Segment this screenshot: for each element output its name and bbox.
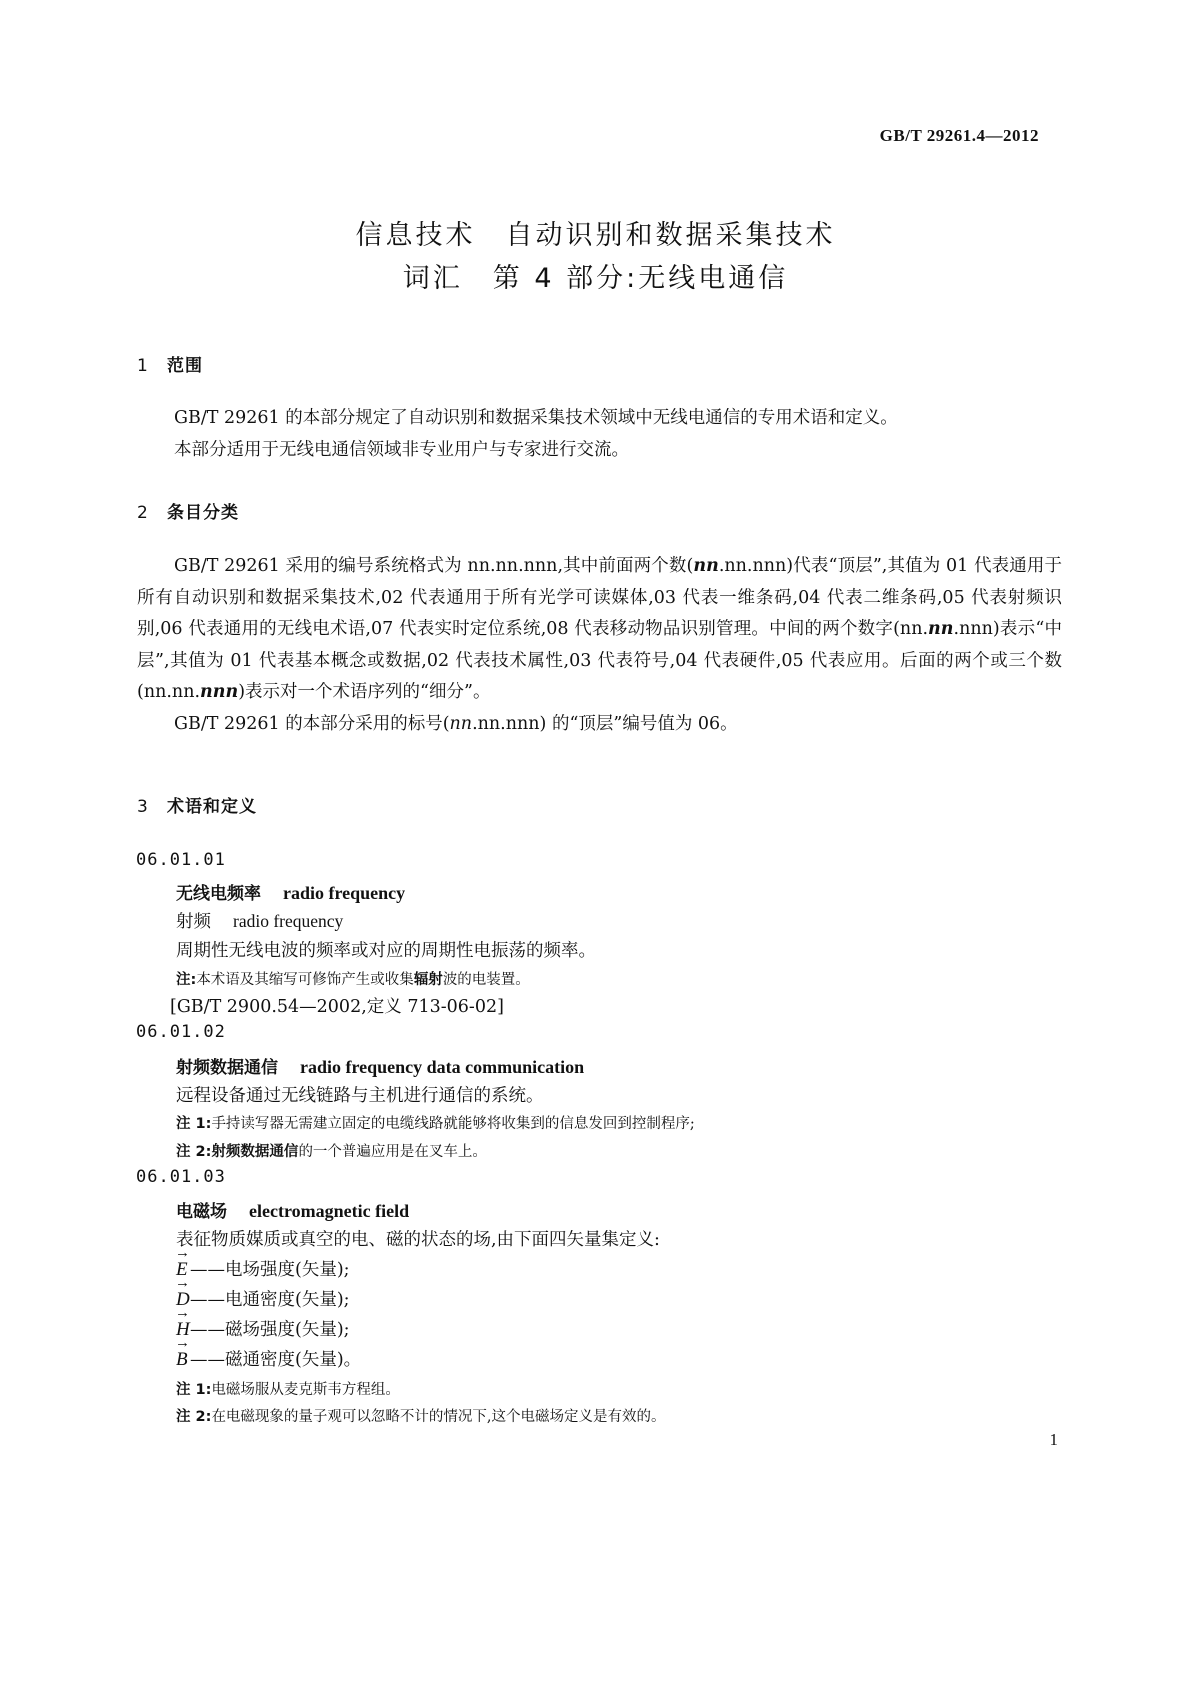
note-text: 电磁场服从麦克斯韦方程组。 (211, 1382, 400, 1398)
vector-item-h (176, 1316, 350, 1341)
paragraph: 本部分适用于无线电通信领域非专业用户与专家进行交流。 (174, 439, 629, 460)
note-label: 注 1: (176, 1116, 212, 1132)
paragraph (137, 551, 1062, 709)
note-text: 在电磁现象的量子观可以忽略不计的情况下,这个电磁场定义是有效的。 (211, 1409, 666, 1425)
term (176, 879, 405, 904)
note-text: 手持读写器无需建立固定的电缆线路就能够将收集到的信息发回到控制程序; (211, 1116, 695, 1132)
text: .nn.nnn)代表“顶层”,其值为 01 代表通用于所有自动识别和数据采集技术,02 代表通用于所有光学可读媒体,03 代表一维条码,04 代表二维条码,05 代表射频识别,06 代表通用的无线电术语,07 代表实时定位系统,08 代表移动物品识别管理。中间的两个数字(nn. (137, 556, 1063, 640)
definition: 周期性无线电波的频率或对应的周期性电振荡的频率。 (176, 941, 596, 961)
note (176, 1140, 487, 1161)
paragraph (137, 709, 1062, 741)
emphasis: nn (449, 713, 473, 734)
source-reference: [GB/T 2900.54—2002,定义 713-06-02] (170, 997, 504, 1017)
section-number: 2 (137, 503, 149, 523)
vector-text: ——电通密度(矢量); (190, 1290, 350, 1310)
title-part: 词汇 (402, 263, 463, 294)
vector-text: ——磁场强度(矢量); (190, 1320, 350, 1340)
section-title: 范围 (167, 356, 203, 376)
vector-text: ——电场强度(矢量); (190, 1260, 350, 1280)
section-number: 1 (137, 356, 149, 376)
entry-number: 06.01.03 (136, 1167, 226, 1187)
term-zh: 射频数据通信 (176, 1058, 278, 1078)
term-en: electromagnetic field (249, 1201, 410, 1221)
note-label: 注 2: (176, 1144, 212, 1160)
text: .nnn)表示“中层”,其值为 01 代表基本概念或数据,02 代表技术属性,03 代表符号,04 代表硬件,05 代表应用。后面的两个或三个数(nn.nn. (137, 619, 1062, 703)
title-part: 信息技术 (355, 220, 476, 251)
vector-item-b (176, 1346, 361, 1371)
note-text: 本术语及其缩写可修饰产生或收集 (196, 972, 414, 988)
text: GB/T 29261 的本部分采用的标号( (174, 713, 450, 734)
note (176, 968, 530, 989)
term-en: radio frequency (283, 883, 406, 903)
note-text: 波的电装置。 (442, 972, 530, 988)
emphasis: nnn (200, 682, 239, 703)
emphasis: nn (928, 619, 954, 640)
note-emphasis: 射频数据通信 (211, 1144, 299, 1160)
definition: 远程设备通过无线链路与主机进行通信的系统。 (176, 1086, 544, 1106)
text: GB/T 29261 采用的编号系统格式为 nn.nn.nnn,其中前面两个数( (174, 556, 694, 576)
note (176, 1112, 695, 1133)
term (176, 1053, 584, 1078)
title-part: 第 4 部分:无线电通信 (492, 263, 789, 294)
vector-symbol: → E (176, 1259, 190, 1281)
synonym-en: radio frequency (233, 911, 344, 931)
note-label: 注: (176, 972, 197, 988)
vector-item-d (176, 1286, 350, 1311)
emphasis: nn (693, 556, 719, 576)
text: )表示对一个术语序列的“细分”。 (238, 682, 491, 703)
section-2-body (137, 551, 1062, 741)
section-heading-classification (137, 498, 239, 523)
standard-code: GB/T 29261.4—2012 (879, 126, 1039, 145)
vector-symbol: → D (176, 1289, 190, 1311)
section-heading-scope (137, 351, 203, 376)
vector-text: ——磁通密度(矢量)。 (190, 1350, 362, 1370)
term-zh: 无线电频率 (176, 884, 261, 904)
vector-symbol: → B (176, 1349, 190, 1371)
document-title-line-1 (0, 213, 1191, 252)
section-heading-terms (137, 792, 257, 817)
text: .nn.nnn) 的“顶层”编号值为 06。 (472, 713, 738, 734)
paragraph: GB/T 29261 的本部分规定了自动识别和数据采集技术领域中无线电通信的专用术语和定义。 (174, 408, 898, 428)
document-title-line-2 (0, 256, 1191, 295)
section-title: 术语和定义 (167, 797, 257, 817)
note (176, 1378, 400, 1399)
section-number: 3 (137, 797, 149, 817)
note-label: 注 1: (176, 1382, 212, 1398)
page-number: 1 (1049, 1430, 1058, 1449)
note (176, 1405, 666, 1426)
term (176, 1197, 409, 1222)
note-emphasis: 辐射 (413, 972, 443, 988)
title-part: 自动识别和数据采集技术 (505, 220, 836, 251)
vector-item-e (176, 1256, 350, 1281)
term-zh: 电磁场 (176, 1202, 227, 1222)
definition: 表征物质媒质或真空的电、磁的状态的场,由下面四矢量集定义: (176, 1230, 660, 1250)
note-label: 注 2: (176, 1409, 212, 1425)
entry-number: 06.01.02 (136, 1022, 226, 1042)
term-en: radio frequency data communication (300, 1057, 585, 1077)
synonym-zh: 射频 (176, 912, 211, 932)
note-text: 的一个普遍应用是在叉车上。 (298, 1144, 487, 1160)
section-1-body (137, 403, 1062, 466)
vector-symbol: → H (176, 1319, 190, 1341)
section-title: 条目分类 (167, 503, 239, 523)
entry-number: 06.01.01 (136, 850, 226, 870)
synonym (176, 908, 343, 933)
